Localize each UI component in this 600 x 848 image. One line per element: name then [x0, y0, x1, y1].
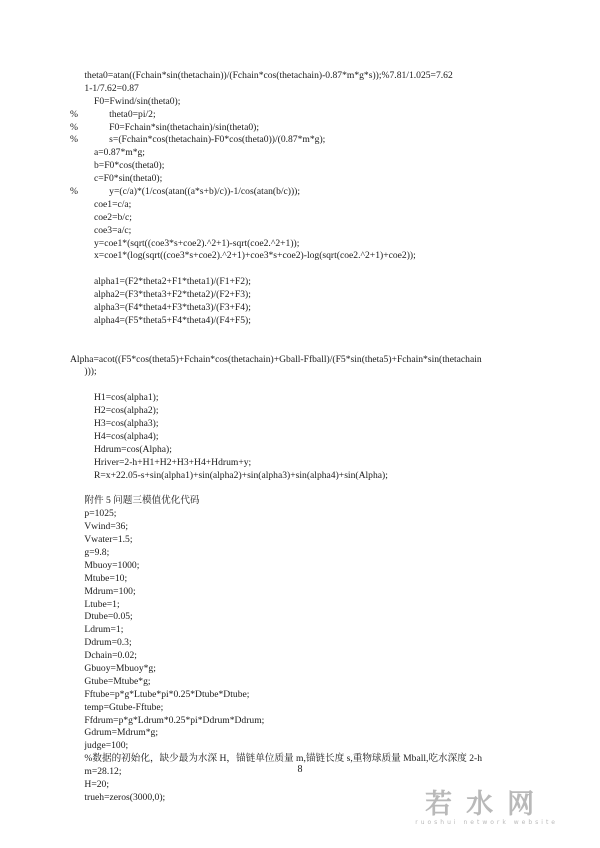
code-line: Dchain=0.02;: [70, 650, 137, 662]
watermark-subtext: ruoshui network website: [415, 819, 558, 826]
code-line: 1-1/7.62=0.87: [70, 82, 139, 94]
code-line: Gbuoy=Mbuoy*g;: [70, 662, 156, 674]
code-line: c=F0*sin(theta0);: [70, 173, 163, 185]
code-line: Ffdrum=p*g*Ldrum*0.25*pi*Ddrum*Ddrum;: [70, 714, 265, 726]
code-line: H=20;: [70, 778, 109, 790]
watermark-logo: [415, 782, 558, 826]
code-listing: [70, 70, 540, 805]
code-line: H1=cos(alpha1);: [70, 392, 159, 404]
code-line: F0=Fwind/sin(theta0);: [70, 95, 181, 107]
code-line: Mbuoy=1000;: [70, 559, 140, 571]
code-line: Hdrum=cos(Alpha);: [70, 443, 172, 455]
code-line: alpha2=(F3*theta3+F2*theta2)/(F2+F3);: [70, 289, 251, 301]
code-line: Fftube=p*g*Ltube*pi*0.25*Dtube*Dtube;: [70, 688, 250, 700]
code-line: Hriver=2-h+H1+H2+H3+H4+Hdrum+y;: [70, 456, 252, 468]
code-line: trueh=zeros(3000,0);: [70, 791, 166, 803]
code-line: Ldrum=1;: [70, 624, 124, 636]
code-line: a=0.87*m*g;: [70, 147, 145, 159]
code-line: x=coe1*(log(sqrt((coe3*s+coe2).^2+1)+coe3*s+coe2)-log(sqrt(coe2.^2+1)+coe2));: [70, 250, 416, 262]
code-line: alpha3=(F4*theta4+F3*theta3)/(F3+F4);: [70, 302, 251, 314]
code-line: Vwind=36;: [70, 521, 129, 533]
code-line: H3=cos(alpha3);: [70, 418, 159, 430]
code-line: theta0=atan((Fchain*sin(thetachain))/(Fchain*cos(thetachain)-0.87*m*g*s));%7.81/1.025=7.62: [70, 70, 453, 81]
code-line: Gtube=Mtube*g;: [70, 675, 151, 687]
code-line: b=F0*cos(theta0);: [70, 160, 165, 172]
code-line: Ddrum=0.3;: [70, 637, 132, 649]
code-line: alpha1=(F2*theta2+F1*theta1)/(F1+F2);: [70, 276, 251, 288]
code-line: coe3=a/c;: [70, 224, 132, 236]
code-line: g=9.8;: [70, 546, 110, 558]
code-line: [70, 379, 540, 392]
code-line: y=coe1*(sqrt((coe3*s+coe2).^2+1)-sqrt(coe2.^2+1));: [70, 237, 300, 249]
code-line: R=x+22.05-s+sin(alpha1)+sin(alpha2)+sin(alpha3)+sin(alpha4)+sin(Alpha);: [70, 469, 388, 481]
code-line: coe2=b/c;: [70, 211, 132, 223]
code-line: H2=cos(alpha2);: [70, 405, 159, 417]
code-line: 附件 5 问题三模值优化代码: [70, 495, 200, 507]
code-line: Alpha=acot((F5*cos(theta5)+Fchain*cos(thetachain)+Gball-Ffball)/(F5*sin(theta5)+Fchain*sin(thetachain: [70, 353, 482, 365]
code-line: )));: [70, 366, 97, 378]
watermark-text: 若水网: [425, 789, 549, 820]
code-line: temp=Gtube-Fftube;: [70, 701, 164, 713]
code-line: Ltube=1;: [70, 598, 120, 610]
code-line: % F0=Fchain*sin(thetachain)/sin(theta0);: [70, 121, 259, 133]
code-line: [70, 483, 540, 496]
code-line: [70, 328, 540, 341]
code-line: m=28.12;: [70, 766, 122, 778]
code-line: % y=(c/a)*(1/cos(atan((a*s+b)/c))-1/cos(atan(b/c)));: [70, 186, 301, 198]
code-line: [70, 263, 540, 276]
code-line: Mtube=10;: [70, 572, 128, 584]
code-line: Dtube=0.05;: [70, 611, 133, 623]
code-line: %数据的初始化，缺少最为水深 H，锚链单位质量 m,锚链长度 s,重物球质量 Mball,吃水深度 2-h: [70, 753, 482, 765]
code-line: % s=(Fchain*cos(thetachain)-F0*cos(theta0))/(0.87*m*g);: [70, 134, 326, 146]
code-line: coe1=c/a;: [70, 198, 132, 210]
code-line: [70, 341, 540, 354]
code-line: Gdrum=Mdrum*g;: [70, 727, 159, 739]
code-line: alpha4=(F5*theta5+F4*theta4)/(F4+F5);: [70, 314, 251, 326]
code-line: p=1025;: [70, 508, 117, 520]
code-line: judge=100;: [70, 740, 129, 752]
code-line: Mdrum=100;: [70, 585, 136, 597]
code-line: H4=cos(alpha4);: [70, 430, 159, 442]
page-number: 8: [297, 764, 303, 775]
code-line: Vwater=1.5;: [70, 534, 133, 546]
code-line: % theta0=pi/2;: [70, 108, 156, 120]
